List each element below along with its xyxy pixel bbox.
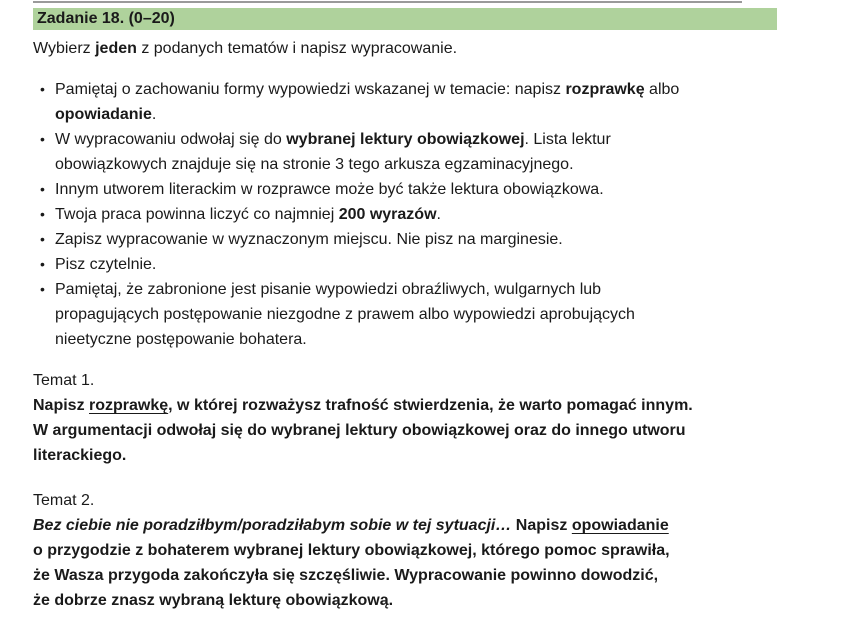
instruction-text: Innym utworem literackim w rozprawce może być także lektura obowiązkowa.	[55, 181, 604, 198]
list-item	[0, 252, 846, 277]
task-header-label: Zadanie 18. (0–20)	[37, 10, 175, 27]
bullet-icon: •	[40, 231, 45, 247]
bullet-icon: •	[40, 131, 45, 147]
instruction-text: W wypracowaniu odwołaj się do wybranej lektury obowiązkowej. Lista lektur obowiązkowych znajduje się na stronie 3 tego arkusza egzaminacyjnego.	[55, 131, 611, 173]
topic-1-label: Temat 1.	[33, 372, 95, 389]
topic-1-text: Napisz rozprawkę, w której rozważysz trafność stwierdzenia, że warto pomagać innym. W argumentacji odwołaj się do wybranej lektury obowiązkowej oraz do innego utworu literackiego.	[33, 397, 693, 464]
topic-1	[0, 368, 846, 468]
list-item	[0, 227, 846, 252]
list-item	[0, 202, 846, 227]
bullet-icon: •	[40, 256, 45, 272]
list-item	[0, 127, 846, 177]
bullet-icon: •	[40, 81, 45, 97]
instruction-list	[0, 77, 846, 352]
list-item	[0, 77, 846, 127]
topic-2	[0, 488, 846, 613]
list-item	[0, 177, 846, 202]
bullet-icon: •	[40, 281, 45, 297]
topic-2-text: Bez ciebie nie poradziłbym/poradziłabym sobie w tej sytuacji… Napisz opowiadanie o przygodzie z bohaterem wybranej lektury obowiązkowej, którego pomoc sprawiła, że Wasza przygoda zakończyła się szczęśliwie. Wypracowanie powinno dowodzić, że dobrze znasz wybraną lekturę obowiązkową.	[33, 517, 670, 609]
instruction-text: Zapisz wypracowanie w wyznaczonym miejscu. Nie pisz na marginesie.	[55, 231, 563, 248]
instruction-text: Pisz czytelnie.	[55, 256, 157, 273]
page-top-border	[33, 1, 742, 3]
bullet-icon: •	[40, 206, 45, 222]
topic-2-label: Temat 2.	[33, 492, 95, 509]
instruction-text: Pamiętaj, że zabronione jest pisanie wypowiedzi obraźliwych, wulgarnych lub propagujących postępowanie niezgodne z prawem albo wypowiedzi aprobujących nieetyczne postępowanie bohatera.	[55, 281, 635, 348]
bullet-icon: •	[40, 181, 45, 197]
instruction-text: Twoja praca powinna liczyć co najmniej 200 wyrazów.	[55, 206, 441, 223]
task-intro: Wybierz jeden z podanych tematów i napisz wypracowanie.	[33, 40, 458, 57]
instruction-text: Pamiętaj o zachowaniu formy wypowiedzi wskazanej w temacie: napisz rozprawkę albo opowiadanie.	[55, 81, 680, 123]
task-header	[33, 8, 777, 30]
list-item	[0, 277, 846, 352]
